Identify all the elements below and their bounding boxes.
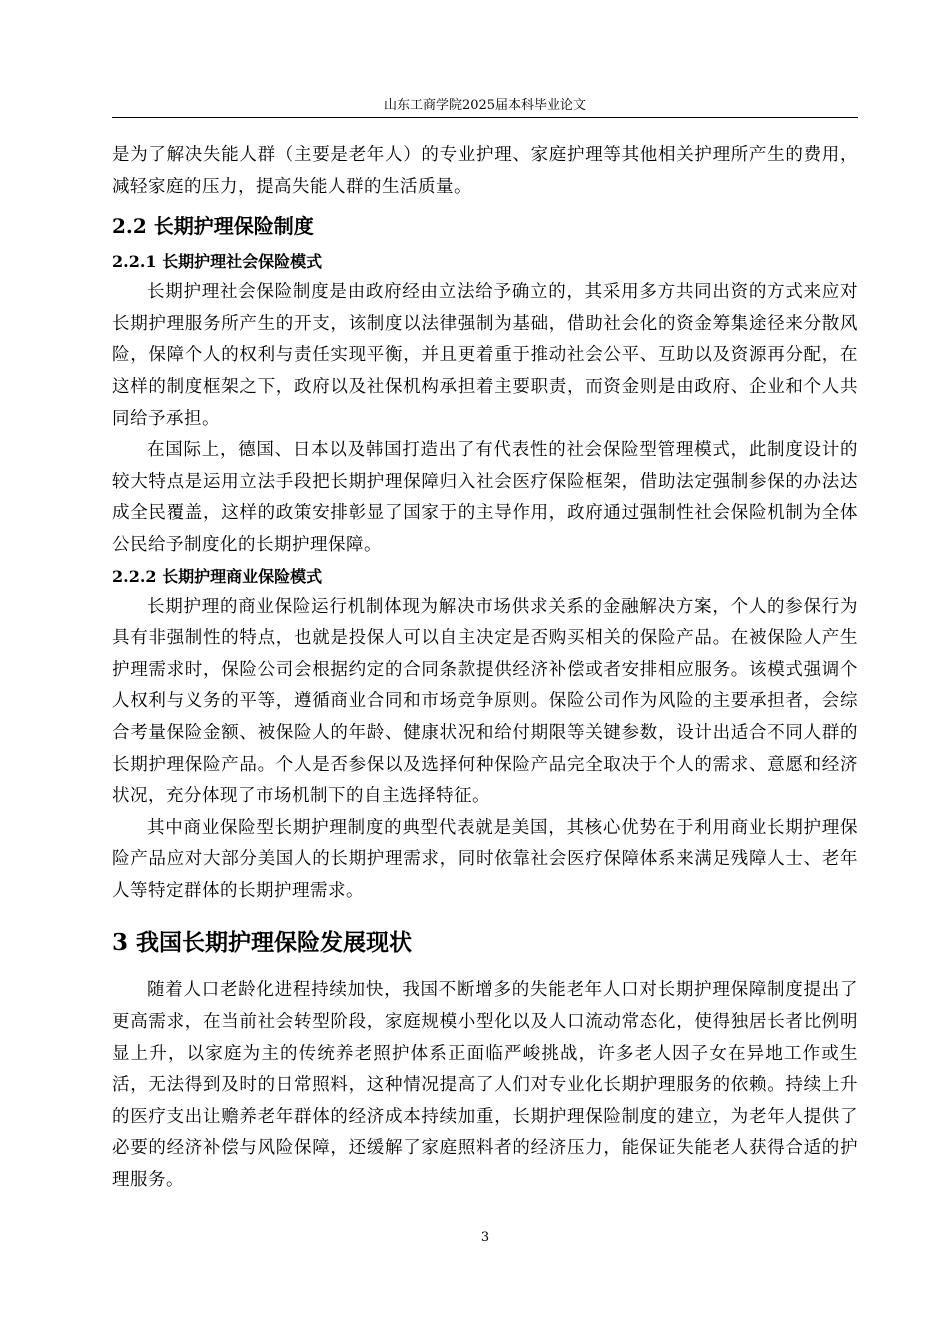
paragraph-3-a: 随着人口老龄化进程持续加快，我国不断增多的失能老年人口对长期护理保障制度提出了更高需求，在当前社会转型阶段，家庭规模小型化以及人口流动常态化，使得独居长者比例明显上升，以家庭为主的传统养老照护体系正面临严峻挑战，许多老人因子女在异地工作或生活，无法得到及时的日常照料，这种情况提高了人们对专业化长期护理服务的依赖。持续上升的医疗支出让赡养老年群体的经济成本持续加重，长期护理保险制度的建立，为老年人提供了必要的经济补偿与风险保障，还缓解了家庭照料者的经济压力，能保证失能老人获得合适的护理服务。 — [112, 980, 858, 1191]
section-heading-2-2-1: 2.2.1 长期护理社会保险模式 — [112, 252, 323, 272]
chapter-heading-3: 3 我国长期护理保险发展现状 — [112, 929, 413, 957]
intro-paragraph: 是为了解决失能人群（主要是老年人）的专业护理、家庭护理等其他相关护理所产生的费用，减轻家庭的压力，提高失能人群的生活质量。 — [112, 145, 858, 197]
header-divider — [112, 117, 858, 118]
paragraph-2-2-2-a: 长期护理的商业保险运行机制体现为解决市场供求关系的金融解决方案，个人的参保行为具有非强制性的特点，也就是投保人可以自主决定是否购买相关的保险产品。在被保险人产生护理需求时，保险公司会根据约定的合同条款提供经济补偿或者安排相应服务。该模式强调个人权利与义务的平等，遵循商业合同和市场竞争原则。保险公司作为风险的主要承担者，会综合考量保险金额、被保险人的年龄、健康状况和给付期限等关键参数，设计出适合不同人群的长期护理保险产品。个人是否参保以及选择何种保险产品完全取决于个人的需求、意愿和经济状况，充分体现了市场机制下的自主选择特征。 — [112, 596, 858, 807]
paragraph-2-2-1-b: 在国际上，德国、日本以及韩国打造出了有代表性的社会保险型管理模式，此制度设计的较大特点是运用立法手段把长期护理保障归入社会医疗保险框架，借助法定强制参保的办法达成全民覆盖，这样的政策安排彰显了国家于的主导作用，政府通过强制性社会保险机制为全体公民给予制度化的长期护理保障。 — [112, 440, 858, 555]
paragraph-2-2-2-b: 其中商业保险型长期护理制度的典型代表就是美国，其核心优势在于利用商业长期护理保险产品应对大部分美国人的长期护理需求，同时依靠社会医疗保障体系来满足残障人士、老年人等特定群体的长期护理需求。 — [112, 817, 858, 901]
page-content — [112, 140, 858, 1197]
running-header: 山东工商学院2025届本科毕业论文 — [383, 98, 587, 113]
page-number: 3 — [480, 1230, 490, 1245]
section-heading-2-2: 2.2 长期护理保险制度 — [112, 214, 314, 239]
section-heading-2-2-2: 2.2.2 长期护理商业保险模式 — [112, 566, 323, 586]
paragraph-2-2-1-a: 长期护理社会保险制度是由政府经由立法给予确立的，其采用多方共同出资的方式来应对长期护理服务所产生的开支，该制度以法律强制为基础，借助社会化的资金筹集途径来分散风险，保障个人的权利与责任实现平衡，并且更着重于推动社会公平、互助以及资源再分配，在这样的制度框架之下，政府以及社保机构承担着主要职责，而资金则是由政府、企业和个人共同给予承担。 — [112, 282, 858, 429]
